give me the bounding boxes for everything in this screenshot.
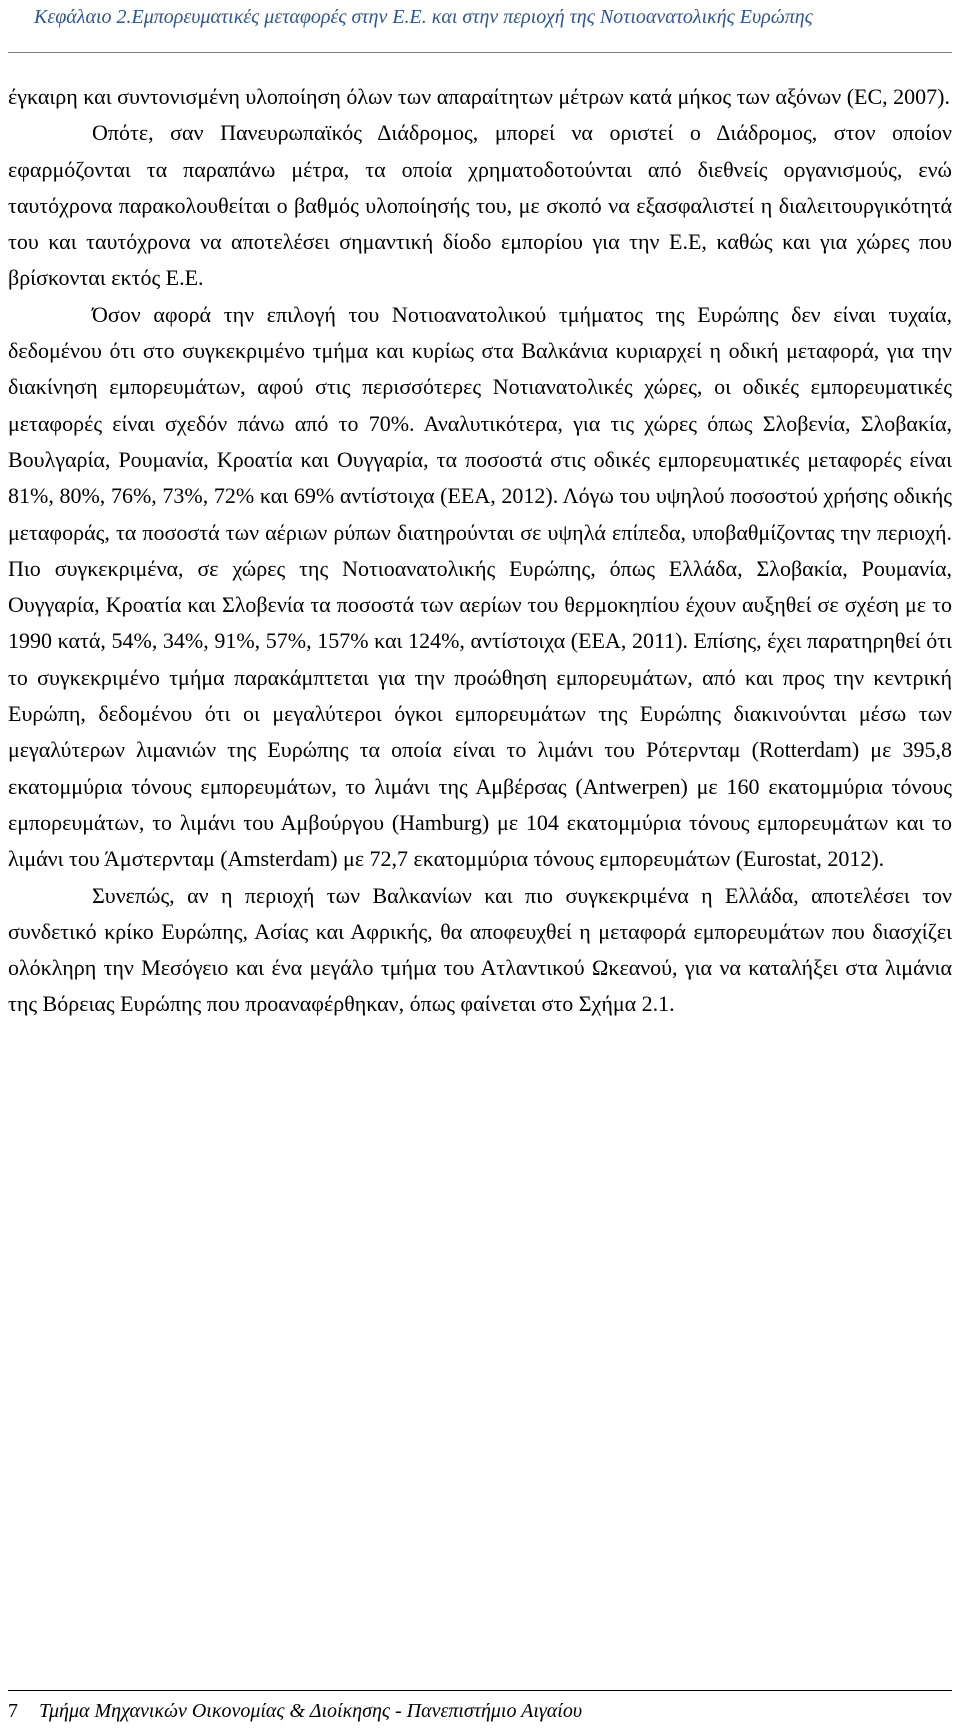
paragraph-balkans-link: Συνεπώς, αν η περιοχή των Βαλκανίων και πιο συγκεκριμένα η Ελλάδα, αποτελέσει τον συνδετικό κρίκο Ευρώπης, Ασίας και Αφρικής, θα αποφευχθεί η μεταφορά εμπορευμάτων που διασχίζει ολόκληρη την Μεσόγειο και ένα μεγάλο τμήμα του Ατλαντικού Ωκεανού, για να καταλήξει στα λιμάνια της Βόρειας Ευρώπης που προαναφέρθηκαν, όπως φαίνεται στο Σχήμα 2.1.	[8, 882, 952, 1017]
paragraph-continuation: έγκαιρη και συντονισμένη υλοποίηση όλων των απαραίτητων μέτρων κατά μήκος των αξόνων (EC, 2007).	[8, 84, 950, 109]
page-number: 7	[8, 1700, 18, 1722]
paragraph-southeast-europe: Όσον αφορά την επιλογή του Νοτιοανατολικού τμήματος της Ευρώπης δεν είναι τυχαία, δεδομένου ότι στο συγκεκριμένο τμήμα και κυρίως στα Βαλκάνια κυριαρχεί η οδική μεταφορά, για την διακίνηση εμπορευμάτων, αφού στις περισσότερες Νοτιανατολικές χώρες, οι οδικές εμπορευματικές μεταφορές είναι σχεδόν πάνω από το 70%. Αναλυτικότερα, για τις χώρες όπως Σλοβενία, Σλοβακία, Βουλγαρία, Ρουμανία, Κροατία και Ουγγαρία, τα ποσοστά στις οδικές εμπορευματικές μεταφορές είναι 81%, 80%, 76%, 73%, 72% και 69% αντίστοιχα (EEA, 2012). Λόγω του υψηλού ποσοστού χρήσης οδικής μεταφοράς, τα ποσοστά των αέριων ρύπων διατηρούνται σε υψηλά επίπεδα, υποβαθμίζοντας την περιοχή. Πιο συγκεκριμένα, σε χώρες της Νοτιοανατολικής Ευρώπης, όπως Ελλάδα, Σλοβακία, Ρουμανία, Ουγγαρία, Κροατία και Σλοβενία τα ποσοστά των αερίων του θερμοκηπίου έχουν αυξηθεί σε σχέση με το 1990 κατά, 54%, 34%, 91%, 57%, 157% και 124%, αντίστοιχα (EEA, 2011). Επίσης, έχει παρατηρηθεί ότι το συγκεκριμένο τμήμα παρακάμπτεται για την προώθηση εμπορευμάτων, από και προς την κεντρική Ευρώπη, δεδομένου ότι οι μεγαλύτεροι όγκοι εμπορευμάτων της Ευρώπης διακινούνται μέσω των μεγαλύτερων λιμανιών της Ευρώπης τα οποία είναι το λιμάνι του Ρότερνταμ (Rotterdam) με 395,8 εκατομμύρια τόνους εμπορευμάτων, το λιμάνι της Αμβέρσας (Antwerpen) με 160 εκατομμύρια τόνους εμπορευμάτων, το λιμάνι του Αμβούργου (Hamburg) με 104 εκατομμύρια τόνους εμπορευμάτων και το λιμάνι του Άμστερνταμ (Amsterdam) με 72,7 εκατομμύρια τόνους εμπορευμάτων (Eurostat, 2012).	[8, 301, 952, 872]
document-body	[8, 79, 952, 1023]
running-header: Κεφάλαιο 2.Εμπορευματικές μεταφορές στην Ε.Ε. και στην περιοχή της Νοτιοανατολικής Ευρώπης	[34, 6, 813, 28]
header-divider	[8, 52, 952, 53]
page-footer	[8, 1698, 952, 1724]
footer-divider	[8, 1690, 952, 1691]
footer-institution: Τμήμα Μηχανικών Οικονομίας & Διοίκησης - Πανεπιστήμιο Αιγαίου	[39, 1700, 582, 1722]
paragraph-pan-european-corridor: Οπότε, σαν Πανευρωπαϊκός Διάδρομος, μπορεί να οριστεί ο Διάδρομος, στον οποίον εφαρμόζονται τα παραπάνω μέτρα, τα οποία χρηματοδοτούνται από διεθνείς οργανισμούς, ενώ ταυτόχρονα παρακολουθείται ο βαθμός υλοποίησής του, με σκοπό να εξασφαλιστεί η διαλειτουργικότητά του και ταυτόχρονα να αποτελέσει σημαντική δίοδο εμπορίου για την Ε.Ε, καθώς και για χώρες που βρίσκονται εκτός Ε.Ε.	[8, 120, 952, 291]
